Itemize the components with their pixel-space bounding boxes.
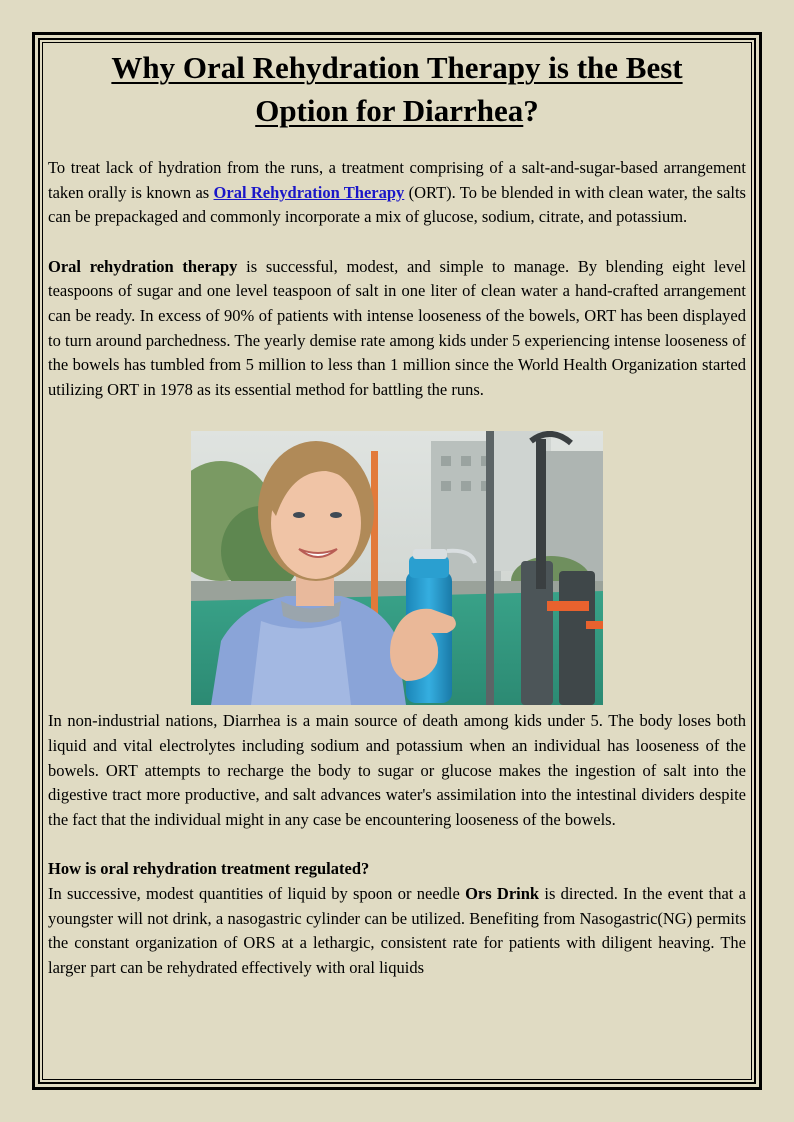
therapy-paragraph bbox=[48, 255, 746, 403]
diarrhea-paragraph: In non-industrial nations, Diarrhea is a main source of death among kids under 5. The body loses both liquid and vital electrolytes including sodium and potassium when an individual has looseness of the bowels. ORT attempts to recharge the body to sugar or glucose makes the ingestion of salt into the digestive tract more productive, and salt advances water's assimilation into the intestinal dividers despite the fact that the individual might in any case be encountering looseness of the bowels. bbox=[48, 711, 746, 829]
ort-link[interactable]: Oral Rehydration Therapy bbox=[213, 182, 405, 202]
title-question-mark: ? bbox=[523, 93, 539, 128]
woman-drinking-water-photo bbox=[191, 431, 603, 705]
document-body bbox=[48, 46, 746, 980]
title-line-1: Why Oral Rehydration Therapy is the Best bbox=[111, 50, 683, 85]
intro-paragraph bbox=[48, 156, 746, 230]
therapy-bold-term: Oral rehydration therapy bbox=[48, 256, 238, 276]
regulation-text-start: In successive, modest quantities of liquid by spoon or needle bbox=[48, 883, 466, 903]
regulation-text-end: is directed. In the event that a youngster will not drink, a nasogastric cylinder can be utilized. Benefiting from Nasogastric(NG) permits the constant organization of ORS at a lethargic, consistent rate for patients with diligent heaving. The larger part can be rehydrated effectively with oral liquids bbox=[48, 883, 746, 977]
regulation-heading: How is oral rehydration treatment regulated? bbox=[48, 859, 370, 879]
intro-text-start: To treat lack of hydration from the runs, a treatment comprising of a salt-and-sugar-based arrangement taken orally is known as bbox=[48, 158, 746, 202]
ors-drink-term: Ors Drink bbox=[465, 883, 540, 903]
therapy-text: is successful, modest, and simple to manage. By blending eight level teaspoons of sugar and one level teaspoon of salt in one liter of clean water a hand-crafted arrangement can be ready. In excess of 90% of patients with intense looseness of the bowels, ORT has been displayed to turn around parchedness. The yearly demise rate among kids under 5 experiencing intense looseness of the bowels has tumbled from 5 million to less than 1 million since the World Health Organization started utilizing ORT in 1978 as its essential method for battling the runs. bbox=[48, 256, 746, 399]
title-line-2: Option for Diarrhea bbox=[255, 93, 524, 128]
regulation-paragraph bbox=[48, 882, 746, 980]
photo-container bbox=[48, 431, 746, 705]
page-title bbox=[48, 46, 746, 132]
intro-text-end: (ORT). To be blended in with clean water, the salts can be prepackaged and commonly incorporate a mix of glucose, sodium, citrate, and potassium. bbox=[48, 182, 746, 227]
